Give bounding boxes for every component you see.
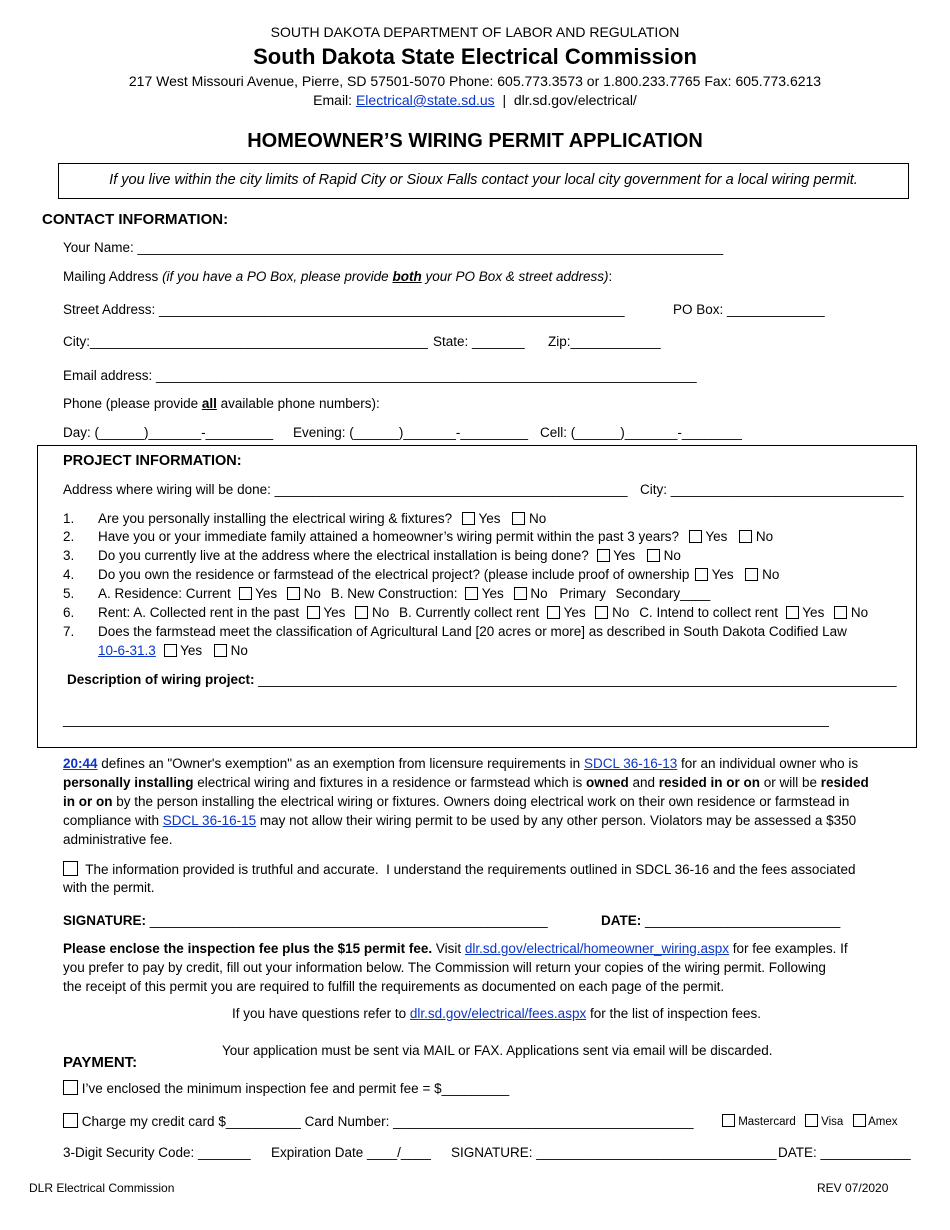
- payment-date-field[interactable]: DATE: ____________: [778, 1145, 911, 1160]
- email-address-field[interactable]: Email address: ________________________________________________________________________: [63, 368, 697, 383]
- question-7: Does the farmstead meet the classification of Agricultural Land [20 acres or more] as described in South Dakota Codified Law: [98, 624, 847, 639]
- attestation-line-1: The information provided is truthful and accurate. I understand the requirements outlined in SDCL 36-16 and the fees associated: [63, 861, 855, 877]
- notice-text: If you live within the city limits of Rapid City or Sioux Falls contact your local city government for a local wiring permit.: [109, 172, 858, 188]
- question-5-number: 5.: [63, 586, 75, 601]
- q6-past-no-checkbox[interactable]: [355, 606, 368, 619]
- name-field[interactable]: Your Name: ______________________________________________________________________________: [63, 240, 724, 255]
- evening-phone-field[interactable]: Evening: (______)_______-_________: [293, 425, 528, 440]
- q6-current-yes-checkbox[interactable]: [547, 606, 560, 619]
- question-7-options: 10-6-31.3 Yes No: [98, 643, 248, 658]
- q1-yes-checkbox[interactable]: [462, 512, 475, 525]
- sdcl-36-16-15-link[interactable]: SDCL 36-16-15: [162, 813, 257, 828]
- enclosed-fee-checkbox[interactable]: [63, 1080, 78, 1095]
- cell-phone-field[interactable]: Cell: (______)_______-________: [540, 425, 742, 440]
- description-field[interactable]: Description of wiring project: _____________________________________________________________________________________: [67, 672, 897, 687]
- enclosed-fee-option: [63, 1080, 509, 1096]
- day-phone-field[interactable]: Day: (______)_______-_________: [63, 425, 274, 440]
- q7-no-checkbox[interactable]: [214, 644, 227, 657]
- security-code-field[interactable]: 3-Digit Security Code: _______: [63, 1145, 251, 1160]
- question-2: Have you or your immediate family attained a homeowner’s wiring permit within the past 3 years? Yes No: [98, 529, 774, 544]
- enclosed-fee-field[interactable]: I’ve enclosed the minimum inspection fee and permit fee = $_________: [81, 1081, 510, 1096]
- q4-yes-checkbox[interactable]: [695, 568, 708, 581]
- q5-new-yes-checkbox[interactable]: [465, 587, 478, 600]
- website-text: dlr.sd.gov/electrical/: [513, 92, 637, 108]
- q5-current-yes-checkbox[interactable]: [239, 587, 252, 600]
- exemption-line-3: in or on by the person installing the electrical wiring or fixtures. Owners doing electrical work on their own residence or farmstead in: [63, 794, 850, 809]
- fee-line-2: you prefer to pay by credit, fill out your information below. The Commission will return your copies of the wiring permit. Following: [63, 960, 826, 975]
- state-field[interactable]: State: _______: [433, 334, 525, 349]
- description-label: Description of wiring project:: [67, 672, 255, 687]
- commission-name: South Dakota State Electrical Commission: [253, 44, 697, 69]
- credit-card-option: [63, 1113, 694, 1129]
- rule-20-44-link[interactable]: 20:44: [63, 756, 98, 771]
- po-box-field[interactable]: PO Box: _____________: [673, 302, 825, 317]
- visa-checkbox[interactable]: [805, 1114, 818, 1127]
- question-6-number: 6.: [63, 605, 75, 620]
- q3-no-checkbox[interactable]: [647, 549, 660, 562]
- payment-heading: PAYMENT:: [63, 1054, 138, 1071]
- phone-instructions: Phone (please provide all available phone numbers):: [63, 396, 380, 411]
- question-6: Rent: A. Collected rent in the past Yes No B. Currently collect rent Yes No C. Intend to collect rent Yes No: [98, 605, 869, 620]
- question-7-number: 7.: [63, 624, 75, 639]
- project-heading: PROJECT INFORMATION:: [63, 453, 242, 469]
- footer-revision: REV 07/2020: [817, 1181, 889, 1195]
- q3-yes-checkbox[interactable]: [597, 549, 610, 562]
- q6-intend-yes-checkbox[interactable]: [786, 606, 799, 619]
- payment-signature-field[interactable]: SIGNATURE: ________________________________: [451, 1145, 777, 1160]
- attestation-checkbox[interactable]: [63, 861, 78, 876]
- exemption-line-4: compliance with SDCL 36-16-15 may not allow their wiring permit to be used by any other person. Violators may be assessed a $350: [63, 813, 857, 828]
- fee-line-1: Please enclose the inspection fee plus the $15 permit fee. Visit dlr.sd.gov/electrical/homeowner_wiring.aspx for fee examples. If: [63, 941, 848, 956]
- exemption-line-2: personally installing electrical wiring and fixtures in a residence or farmstead which is owned and resided in or on or will be resided: [63, 775, 869, 790]
- card-type-options: Mastercard Visa Amex: [722, 1114, 897, 1128]
- street-address-field[interactable]: Street Address: ______________________________________________________________: [63, 302, 625, 317]
- contact-line: Email: Electrical@state.sd.us | dlr.sd.gov/electrical/: [313, 92, 637, 108]
- q4-no-checkbox[interactable]: [745, 568, 758, 581]
- amex-checkbox[interactable]: [853, 1114, 866, 1127]
- commission-address: 217 West Missouri Avenue, Pierre, SD 57501-5070 Phone: 605.773.3573 or 1.800.233.7765 Fax: 605.773.6213: [128, 73, 822, 89]
- q1-no-checkbox[interactable]: [512, 512, 525, 525]
- exemption-line-1: 20:44 defines an "Owner's exemption" as an exemption from licensure requirements in SDCL 36-16-13 for an individual owner who is: [63, 756, 859, 771]
- question-3-number: 3.: [63, 548, 75, 563]
- fee-questions: If you have questions refer to dlr.sd.gov/electrical/fees.aspx for the list of inspection fees.: [232, 1006, 762, 1021]
- q5-current-no-checkbox[interactable]: [287, 587, 300, 600]
- question-1-number: 1.: [63, 511, 75, 526]
- credit-card-checkbox[interactable]: [63, 1113, 78, 1128]
- q6-past-yes-checkbox[interactable]: [307, 606, 320, 619]
- email-link[interactable]: Electrical@state.sd.us: [355, 92, 495, 108]
- question-4-number: 4.: [63, 567, 75, 582]
- mailing-address-instructions: Mailing Address (if you have a PO Box, please provide both your PO Box & street address):: [63, 269, 613, 284]
- department-name: SOUTH DAKOTA DEPARTMENT OF LABOR AND REGULATION: [270, 24, 680, 40]
- attestation-line-2: with the permit.: [63, 880, 155, 895]
- question-1: Are you personally installing the electrical wiring & fixtures? Yes No: [98, 511, 547, 526]
- credit-card-field[interactable]: Charge my credit card $__________ Card Number: ________________________________________: [81, 1114, 694, 1129]
- contact-heading: CONTACT INFORMATION:: [42, 211, 229, 228]
- q2-no-checkbox[interactable]: [739, 530, 752, 543]
- homeowner-wiring-link[interactable]: dlr.sd.gov/electrical/homeowner_wiring.aspx: [464, 941, 730, 956]
- exemption-line-5: administrative fee.: [63, 832, 173, 847]
- mastercard-checkbox[interactable]: [722, 1114, 735, 1127]
- mail-fax-notice: Your application must be sent via MAIL or FAX. Applications sent via email will be discarded.: [222, 1043, 773, 1058]
- project-city-field[interactable]: City: _______________________________: [640, 482, 904, 497]
- q2-yes-checkbox[interactable]: [689, 530, 702, 543]
- footer-left: DLR Electrical Commission: [29, 1181, 175, 1195]
- fees-link[interactable]: dlr.sd.gov/electrical/fees.aspx: [409, 1006, 587, 1021]
- q6-current-no-checkbox[interactable]: [595, 606, 608, 619]
- q6-intend-no-checkbox[interactable]: [834, 606, 847, 619]
- zip-field[interactable]: Zip:____________: [548, 334, 661, 349]
- sdcl-10-6-31-3-link[interactable]: 10-6-31.3: [98, 643, 156, 658]
- q5-new-no-checkbox[interactable]: [514, 587, 527, 600]
- question-5: A. Residence: Current Yes No B. New Construction: Yes No Primary Secondary____: [98, 586, 711, 601]
- q7-yes-checkbox[interactable]: [164, 644, 177, 657]
- page-title: HOMEOWNER’S WIRING PERMIT APPLICATION: [247, 130, 703, 152]
- question-2-number: 2.: [63, 529, 75, 544]
- description-field-line-2[interactable]: ______________________________________________________________________________________________________: [63, 712, 829, 727]
- question-3: Do you currently live at the address where the electrical installation is being done? Yes No: [98, 548, 681, 563]
- project-address-field[interactable]: Address where wiring will be done: _______________________________________________: [63, 482, 628, 497]
- date-field[interactable]: DATE: __________________________: [601, 913, 841, 928]
- sdcl-36-16-13-link[interactable]: SDCL 36-16-13: [583, 756, 678, 771]
- expiration-field[interactable]: Expiration Date ____/____: [271, 1145, 431, 1160]
- question-4: Do you own the residence or farmstead of the electrical project? (please include proof of ownership Yes No: [98, 567, 780, 582]
- signature-field[interactable]: SIGNATURE: _____________________________________________________: [63, 913, 548, 928]
- fee-line-3: the receipt of this permit you are required to fulfill the requirements as documented on each page of the permit.: [63, 979, 725, 994]
- city-field[interactable]: City:_____________________________________________: [63, 334, 428, 349]
